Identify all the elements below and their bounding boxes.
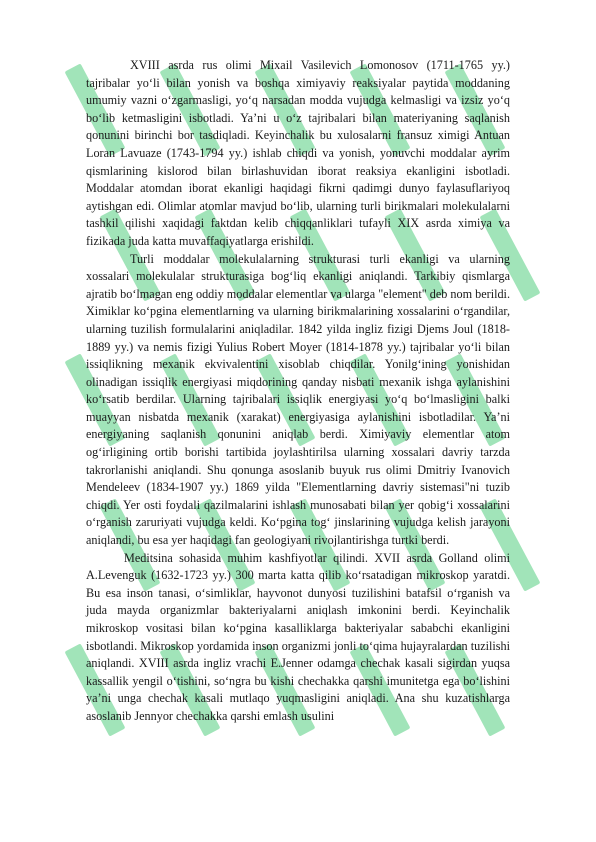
paragraph-lomonosov: XVIII asrda rus olimi Mixail Vasilevich Lomonosov (1711-1765 yy.) tajribalar yo‘li bilan yonish va boshqa ximiyaviy reaksiyalar paytida moddaning umumiy vazni o‘zgarmasligi, yo‘q narsadan modda vujudga kelmasligi va izsiz yo‘q bo‘lib ketmasligini isbotladi. Ya’ni u o‘z tajribalari bilan materiyaning saqlanish qonunini birinchi bor tasdiqladi. Keyinchalik bu xulosalarni fransuz ximigi Antuan Loran Lavuaze (1743-1794 yy.) ishlab chiqdi va yonish, yonuvchi moddalar ayrim qismlarining kislorod bilan birlashuvidan iborat reaksiya ekanligini isbotladi. Moddalar atomdan iborat ekanligi haqidagi fikrni qadimgi dunyo faylasuflariyoq aytishgan edi. Olimlar atomlar mavjud bo‘lib, ularning turli birikmalari molekulalarni tashkil qilishi xaqidagi faktdan kelib chiqqanliklari tufayli XIX asrda ximiya va fizikada juda katta muvaffaqiyatlarga erishildi.	[86, 58, 510, 248]
document-body	[86, 57, 510, 726]
paragraph-molecules: Turli moddalar molekulalarning strukturasi turli ekanligi va ularning xossalari molekulalar strukturasiga bog‘liq ekanligi aniqlandi. Tarkibiy qismlarga ajratib bo‘lmagan eng oddiy moddalar elementlar va ularga "element" deb nom berildi. Ximiklar ko‘pgina elementlarning va ularning birikmalarining xossalarini o‘rgandilar, ularning tuzilish formulalarini aniqladilar. 1842 yilda ingliz fizigi Djems Joul (1818-1889 yy.) va nemis fizigi Yulius Robert Moyer (1814-1878 yy.) tajribalar yo‘li bilan issiqlikning mexanik ekvivalentini xisoblab chiqdilar. Yonilg‘ining yonishidan olinadigan issiqlik energiyasi miqdorining qanday nisbati mexanik ishga aylanishini ko‘rsatib berdilar. Ularning tajribalari issiqlik energiyasi yo‘q bo‘lmasligini balki muayyan nisbatda mexanik (xarakat) energiyasiga aylanishini isbotladilar. Ya’ni energiyaning saqlanish qonunini aniqlab berdi. Ximiyaviy elementlar atom og‘irligining ortib borishi tartibida joylashtirilsa ularning xossalari davriy tarzda takrorlanishi aniqlandi. Shu qonunga asoslanib buyuk rus olimi Dmitriy Ivanovich Mendeleev (1834-1907 yy.) 1869 yilda "Elementlarning davriy sistemasi"ni tuzib chiqdi. Yer osti foydali qazilmalarini ishlash munosabati bilan yer qobig‘i xossalarini o‘rganish zaruriyati vujudga keldi. Ko‘pgina tog‘ jinslarining vujudga kelish jarayoni aniqlandi, bu esa yer haqidagi fan geologiyani rivojlantirishga turtki berdi.	[86, 251, 510, 548]
paragraph-medicine: Meditsina sohasida muhim kashfiyotlar qilindi. XVII asrda Golland olimi A.Levenguk (1632-1723 yy.) 300 marta katta qilib ko‘rsatadigan mikroskop yaratdi. Bu esa inson tanasi, o‘simliklar, hayvonot dunyosi tuzilishini batafsil o‘rganish va juda mayda organizmlar bakteriyalarni aniqlash imkonini berdi. Keyinchalik mikroskop vositasi bilan ko‘pgina kasalliklarga bakteriyalar sababchi ekanligini isbotlandi. Mikroskop yordamida inson organizmi jonli to‘qima hujayralardan tuzilishi aniqlandi. XVIII asrda ingliz vrachi E.Jenner odamga chechak kasali sigirdan yuqsa kassallik yengil o‘tishini, so‘ngra bu kishi chechakka qarshi imunitetga ega bo‘lishini ya’ni unga chechak kasali mutlaqo yuqmasligini aniqladi. Ana shu kuzatishlarga asoslanib Jennyor chechakka qarshi emlash usulini	[86, 550, 510, 723]
